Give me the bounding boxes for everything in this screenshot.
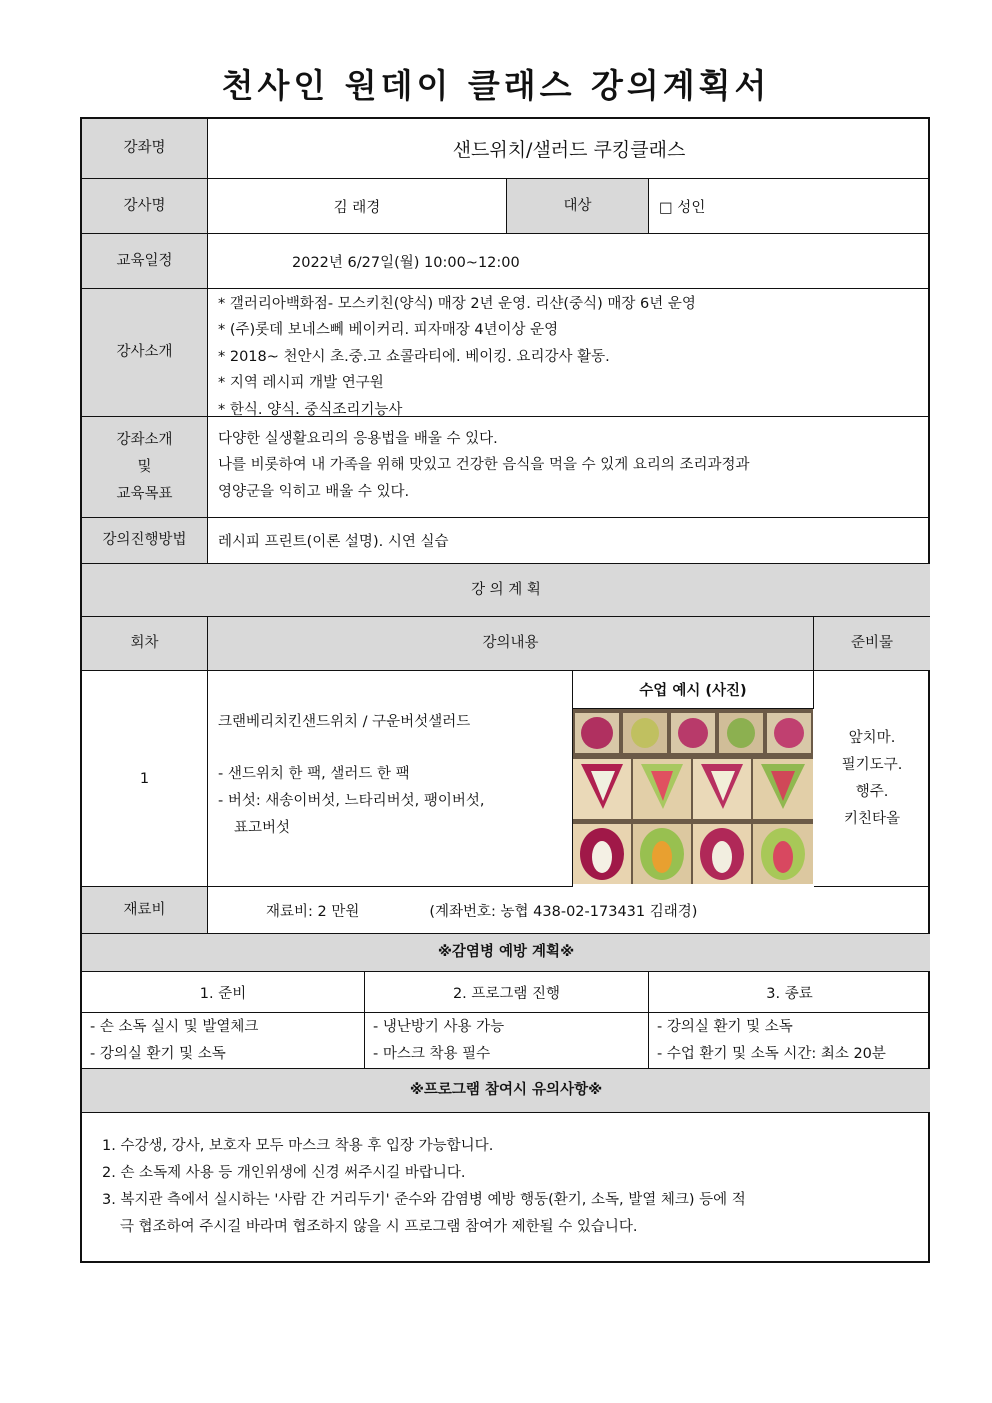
instructor-intro: [208, 289, 930, 417]
content-line: - 버섯: 새송이버섯, 느타리버섯, 팽이버섯,: [218, 793, 485, 809]
instructor-label: 강사명: [82, 179, 208, 234]
prevention-item: - 손 소독 실시 및 발열체크: [90, 1019, 259, 1035]
prep-item: 키친타올: [843, 810, 901, 827]
prep-item: 필기도구.: [841, 756, 903, 773]
prevention-progress-list: [365, 1013, 649, 1069]
target-value: □ 성인: [649, 179, 930, 234]
prevention-item: - 수업 환기 및 소독 시간: 최소 20분: [657, 1046, 886, 1062]
schedule-label: 교육일정: [82, 234, 208, 289]
method-label: 강의진행방법: [82, 518, 208, 564]
instructor-name: 김 래경: [208, 179, 507, 234]
sandwich-photo: [573, 709, 813, 884]
fee-amount: 재료비: 2 만원: [266, 903, 360, 920]
prep-item: 행주.: [855, 783, 889, 800]
method-value: 레시피 프린트(이론 설명). 시연 실습: [208, 518, 930, 564]
intro-line: * 갤러리아백화점- 모스키친(양식) 매장 2년 운영. 리샨(중식) 매장 6년 운영: [218, 296, 696, 312]
prep-item: 앞치마.: [848, 729, 896, 746]
schedule-value: 2022년 6/27일(월) 10:00~12:00: [208, 234, 930, 289]
plan-table: [80, 117, 930, 1263]
round-header: 회차: [82, 617, 208, 671]
content-line: 표고버섯: [234, 820, 291, 836]
intro-line: * 한식. 양식. 중식조리기능사: [218, 401, 403, 418]
lesson-content: [208, 671, 573, 887]
course-label: 강좌명: [82, 119, 208, 179]
goal-line: 다양한 실생활요리의 응용법을 배울 수 있다.: [218, 431, 498, 447]
content-line: - 샌드위치 한 팩, 샐러드 한 팩: [218, 766, 410, 782]
round-number: 1: [82, 671, 208, 887]
prep-items: [814, 671, 930, 887]
sandwich-photo-image: [573, 709, 813, 884]
prevention-item: - 마스크 착용 필수: [373, 1046, 491, 1062]
document-title: 천사인 원데이 클래스 강의계획서: [221, 66, 771, 105]
goal-line: 나를 비롯하여 내 가족을 위해 맛있고 건강한 음식을 먹을 수 있게 요리의 조리과정과: [218, 457, 750, 474]
goal-label-line: 및: [137, 458, 152, 475]
goal-line: 영양군을 익히고 배울 수 있다.: [218, 483, 410, 500]
fee-value: [208, 887, 930, 934]
notice-list: [102, 1133, 922, 1241]
course-goals: [208, 417, 930, 518]
goal-label-line: 강좌소개: [116, 431, 173, 448]
course-name: 샌드위치/샐러드 쿠킹클래스: [208, 119, 930, 179]
fee-account: (계좌번호: 농협 438-02-173431 김래경): [429, 903, 698, 920]
intro-label: 강사소개: [82, 289, 208, 417]
goal-label-line: 교육목표: [116, 485, 173, 502]
prevention-header-prepare: 1. 준비: [82, 972, 365, 1013]
prep-header: 준비물: [814, 617, 930, 671]
goal-label: [82, 417, 208, 518]
notice-title: ※프로그램 참여시 유의사항※: [82, 1069, 930, 1113]
intro-line: * 2018~ 천안시 초.중.고 쇼콜라티에. 베이킹. 요리강사 활동.: [218, 348, 610, 365]
prevention-item: - 냉난방기 사용 가능: [373, 1019, 505, 1035]
target-label: 대상: [507, 179, 649, 234]
prevention-header-progress: 2. 프로그램 진행: [365, 972, 649, 1013]
photo-title: 수업 예시 (사진): [573, 671, 814, 709]
intro-line: * 지역 레시피 개발 연구원: [218, 375, 384, 392]
fee-label: 재료비: [82, 887, 208, 934]
prevention-item: - 강의실 환기 및 소독: [657, 1019, 793, 1035]
plan-section-title: 강 의 계 획: [82, 564, 930, 617]
prevention-prepare-list: [82, 1013, 365, 1069]
menu-title: 크랜베리치킨샌드위치 / 구운버섯샐러드: [218, 714, 471, 730]
notice-item: 2. 손 소독제 사용 등 개인위생에 신경 써주시길 바랍니다.: [102, 1165, 466, 1181]
notice-item: 3. 복지관 측에서 실시하는 '사람 간 거리두기' 준수와 감염병 예방 행동(환기, 소독, 발열 체크) 등에 적: [102, 1192, 746, 1208]
content-header: 강의내용: [208, 617, 814, 671]
prevention-header-end: 3. 종료: [649, 972, 930, 1013]
intro-line: * (주)롯데 보네스뻬 베이커리. 피자매장 4년이상 운영: [218, 322, 559, 339]
prevention-end-list: [649, 1013, 930, 1069]
prevention-title: ※감염병 예방 계획※: [82, 934, 930, 972]
notice-item: 1. 수강생, 강사, 보호자 모두 마스크 착용 후 입장 가능합니다.: [102, 1138, 494, 1154]
prevention-item: - 강의실 환기 및 소독: [90, 1046, 226, 1062]
notice-item: 극 협조하여 주시길 바라며 협조하지 않을 시 프로그램 참여가 제한될 수 있습니다.: [120, 1219, 638, 1235]
